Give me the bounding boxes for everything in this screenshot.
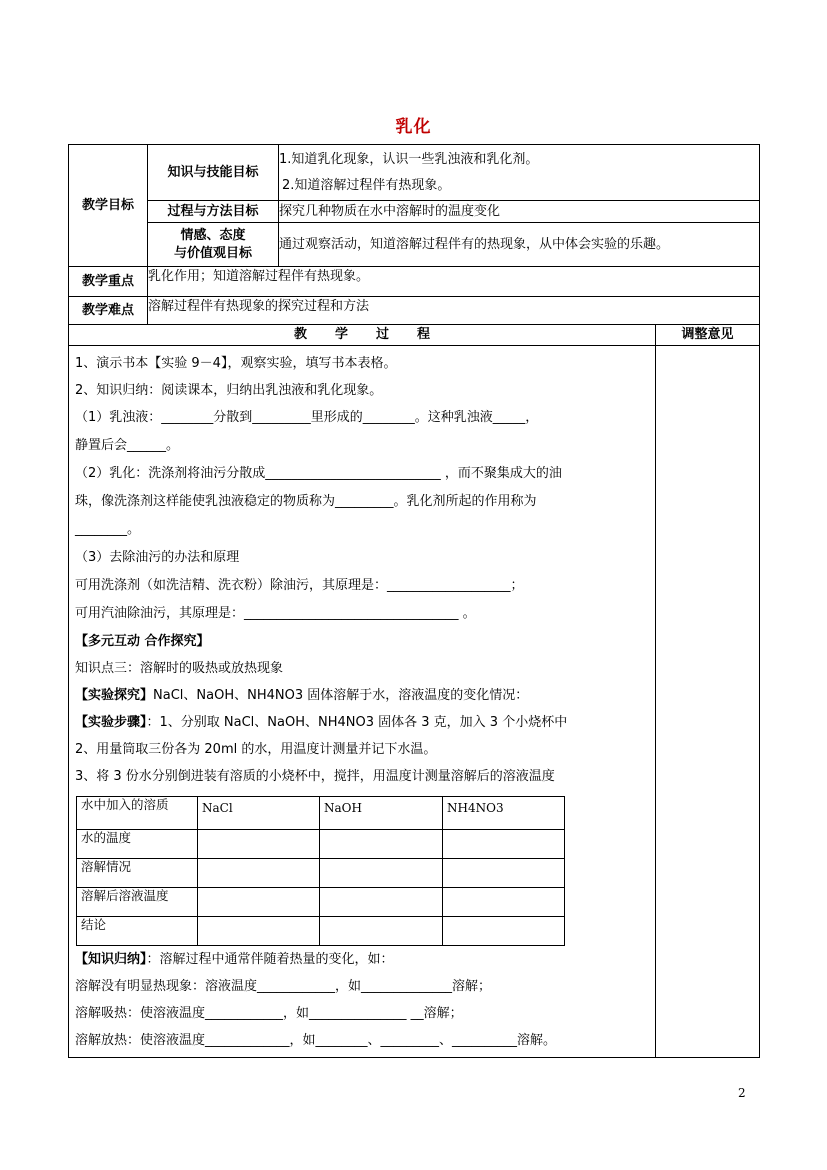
bracket-label: 【知识归纳】 [75,952,147,967]
teaching-process-content [69,346,656,1058]
exp-row-label: 结论 [77,917,198,946]
process-line: 2、知识归纳：阅读课本，归纳出乳浊液和乳化现象。 [75,383,383,398]
emotion-label [148,223,279,267]
adjust-notes-cell[interactable] [656,346,760,1058]
lesson-plan-table [68,144,760,1058]
process-line: 珠，像洗涤剂这样能使乳浊液稳定的物质称为_________。乳化剂所起的作用称为 [75,494,537,509]
process-line [75,682,649,709]
experiment-table [76,796,565,946]
process-line: 2、用量筒取三份各为 20ml 的水，用温度计测量并记下水温。 [75,742,437,757]
process-line [75,709,649,736]
key-point-label: 教学重点 [69,267,148,297]
process-line: 1、演示书本【实验 9－4】，观察实验，填写书本表格。 [75,356,397,371]
page-title: 乳化 [395,117,432,137]
exp-empty-cell[interactable] [320,917,443,946]
exp-row-label: 水的温度 [77,830,198,859]
process-line: 可用汽油除油污，其原理是：_________________________________ 。 [75,606,476,621]
teaching-process-header: 教学过程 [69,325,656,346]
exp-empty-cell[interactable] [443,888,565,917]
exp-empty-cell[interactable] [443,859,565,888]
exp-empty-cell[interactable] [443,917,565,946]
process-line: 溶解放热：使溶液温度_____________，如________、_________、__________溶解。 [75,1033,557,1048]
exp-header-cell: 水中加入的溶质 [77,797,198,830]
exp-row-label: 溶解情况 [77,859,198,888]
exp-header-cell: NH4NO3 [443,797,565,830]
exp-header-cell: NaCl [198,797,320,830]
difficulty-text: 溶解过程伴有热现象的探究过程和方法 [148,297,760,325]
experiment-steps-text: ：1、分别取 NaCl、NaOH、NH4NO3 固体各 3 克，加入 3 个小烧杯中 [146,715,568,730]
process-line: 3、将 3 份水分别倒进装有溶质的小烧杯中，搅拌，用温度计测量溶解后的溶液温度 [75,769,555,784]
exp-empty-cell[interactable] [198,830,320,859]
exp-empty-cell[interactable] [443,830,565,859]
exp-empty-cell[interactable] [320,859,443,888]
process-line: 静置后会______。 [75,438,180,453]
difficulty-label: 教学难点 [69,297,148,325]
process-line: 【多元互动 合作探究】 [75,634,210,649]
emotion-label-line-2: 与价值观目标 [173,245,252,261]
key-point-text: 乳化作用；知道溶解过程伴有热现象。 [148,267,760,297]
exp-empty-cell[interactable] [320,830,443,859]
bracket-label: 【实验步骤】 [75,715,147,730]
exp-empty-cell[interactable] [320,888,443,917]
knowledge-item-1: 1.知道乳化现象，认识一些乳浊液和乳化剂。 [279,151,539,167]
knowledge-text [279,145,760,201]
summary-text: ：溶解过程中通常伴随着热量的变化，如： [146,952,394,967]
emotion-label-line-1: 情感、态度 [180,227,246,243]
exp-empty-cell[interactable] [198,917,320,946]
page-number: 2 [738,1086,746,1100]
process-line: 溶解吸热：使溶液温度____________，如_______________ __溶解； [75,1006,463,1021]
exp-row-label: 溶解后溶液温度 [77,888,198,917]
adjust-header: 调整意见 [656,325,760,346]
exp-empty-cell[interactable] [198,888,320,917]
process-line: 可用洗涤剂（如洗洁精、洗衣粉）除油污，其原理是：___________________； [75,578,524,593]
process-line: 知识点三：溶解时的吸热或放热现象 [75,661,284,676]
process-method-text: 探究几种物质在水中溶解时的温度变化 [279,201,760,223]
exp-header-cell: NaOH [320,797,443,830]
objectives-header: 教学目标 [69,145,148,267]
knowledge-item-2: 2.知道溶解过程伴有热现象。 [282,177,451,193]
experiment-inquiry-text: NaCl、NaOH、NH4NO3 固体溶解于水，溶液温度的变化情况： [153,688,529,703]
process-line: （3）去除油污的办法和原理 [75,550,240,565]
process-line: （2）乳化：洗涤剂将油污分散成___________________________ ，而不聚集成大的油 [75,466,562,481]
bracket-label: 【实验探究】 [75,688,154,703]
process-method-label: 过程与方法目标 [148,201,279,223]
process-line: （1）乳浊液：________分散到_________里形成的________。这种乳浊液_____， [75,410,539,425]
exp-empty-cell[interactable] [198,859,320,888]
process-line [75,946,649,973]
process-line: 溶解没有明显热现象：溶液温度____________，如______________溶解； [75,979,492,994]
emotion-text: 通过观察活动，知道溶解过程伴有的热现象，从中体会实验的乐趣。 [279,223,760,267]
knowledge-label: 知识与技能目标 [148,145,279,201]
process-line: ________。 [75,522,141,537]
